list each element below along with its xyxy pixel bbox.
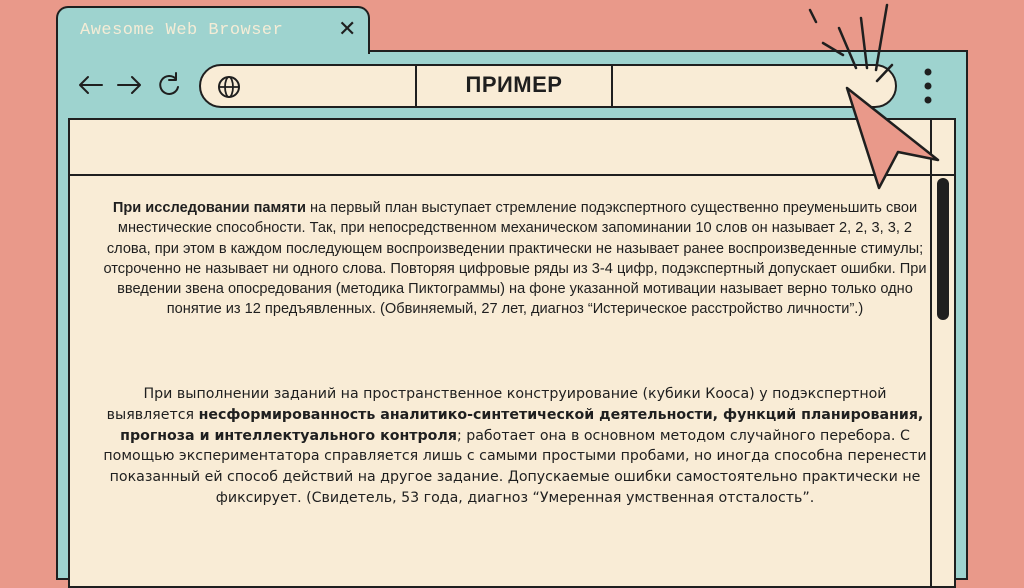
address-bar[interactable]	[199, 64, 897, 108]
page-title: ПРИМЕР	[465, 72, 563, 97]
arrow-left-icon	[76, 70, 106, 100]
paragraph-construction	[100, 384, 930, 509]
close-icon[interactable]: ✕	[338, 17, 357, 42]
globe-icon	[217, 75, 241, 104]
paragraph-memory	[100, 198, 930, 320]
tab-title: Awesome Web Browser	[80, 21, 284, 40]
arrow-right-icon	[114, 70, 144, 100]
back-button[interactable]	[76, 70, 106, 105]
reload-button[interactable]	[154, 70, 184, 105]
reload-icon	[154, 70, 184, 100]
paragraph-bold: несформированность аналитико-синтетической деятельности, функций планирования, прогноза и интеллектуального контроля	[120, 406, 924, 444]
paragraph-text-before: При выполнении заданий на пространственное конструирование (кубики Кооса) у подэкспертной выявляется	[106, 386, 887, 423]
forward-button[interactable]	[114, 70, 144, 105]
paragraph-text: на первый план выступает стремление подэкспертного существенно преуменьшить свои мнестические способности. Так, при непосредственном механическом запоминании 10 слов он называет 2, 2, 3, 3, 2 слова, при этом в каждом последующем воспроизведении практически не называет ранее воспроизведенные стимулы; отсроченно не называет ни одного слова. Повторяя цифровые ряды из 3-4 цифр, подэкспертный допускает ошибки. При введении звена опосредования (методика Пиктограммы) на фоне указанной мотивации называет верно только одно понятие из 12 предъявленных. (Обвиняемый, 27 лет, диагноз “Истерическое расстройство личности”.)	[103, 200, 927, 318]
address-divider	[611, 66, 613, 108]
paragraph-lead-bold: При исследовании памяти	[112, 200, 306, 216]
tab-connector	[58, 48, 368, 54]
paragraph-text-after: ; работает она в основном методом случайного перебора. С помощью экспериментатора справляется лишь с самыми простыми пробами, но иногда способна перенести показанный ей способ действий на другое задание. Допускаемые ошибки самостоятельно практически не фиксирует. (Свидетель, 53 года, диагноз “Умеренная умственная отсталость”.	[103, 427, 927, 506]
browser-tab[interactable]	[56, 6, 370, 54]
cursor-pointer-icon	[800, 0, 960, 200]
